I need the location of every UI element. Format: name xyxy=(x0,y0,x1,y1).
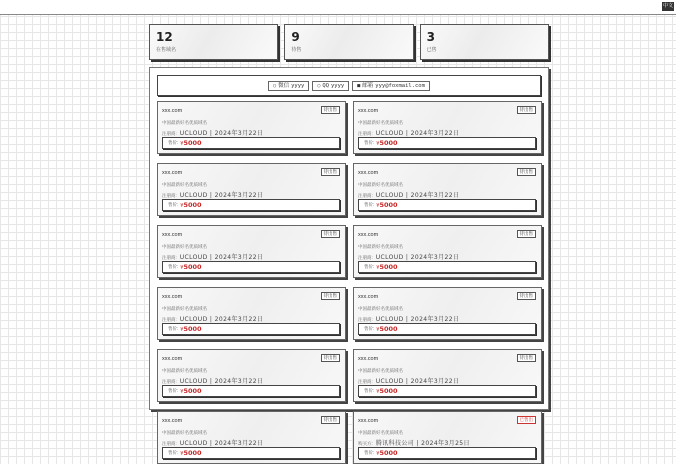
contact-bar xyxy=(157,75,541,96)
price-value xyxy=(376,325,397,333)
contact-qq-button[interactable] xyxy=(312,81,349,91)
domain-card[interactable] xyxy=(157,225,346,278)
price-box xyxy=(162,385,340,397)
stat-value: 9 xyxy=(291,30,300,44)
price-box xyxy=(162,261,340,273)
price-label: 售价: xyxy=(168,450,179,455)
mail-icon: ■ xyxy=(357,82,361,89)
domain-description: 中国最新好名优质域名 xyxy=(358,244,403,249)
domain-description: 中国最新好名优质域名 xyxy=(162,182,207,187)
domain-name: xxx.com xyxy=(358,356,379,362)
price-box xyxy=(162,447,340,459)
currency-symbol: ¥ xyxy=(376,327,380,333)
price-label: 售价: xyxy=(168,264,179,269)
domain-name: xxx.com xyxy=(162,232,183,238)
status-badge[interactable]: 待出售 xyxy=(517,292,537,300)
price-label: 售价: xyxy=(364,326,375,331)
status-badge[interactable]: 待出售 xyxy=(321,416,341,424)
domain-description: 中国最新好名优质域名 xyxy=(162,430,207,435)
meta-key: 注册商: xyxy=(162,131,177,136)
price-value xyxy=(180,325,201,333)
currency-symbol: ¥ xyxy=(376,389,380,395)
stat-value: 12 xyxy=(156,30,173,44)
meta-value: UCLOUD | 2024年3月22日 xyxy=(375,316,460,323)
price-box xyxy=(162,137,340,149)
price-value xyxy=(376,449,397,457)
domain-meta xyxy=(162,252,341,261)
stat-sold xyxy=(420,24,549,60)
meta-value: UCLOUD | 2024年3月22日 xyxy=(179,440,264,447)
meta-value: UCLOUD | 2024年3月22日 xyxy=(179,192,264,199)
price-amount: 5000 xyxy=(183,263,202,271)
price-box xyxy=(358,447,536,459)
status-badge[interactable]: 待出售 xyxy=(517,354,537,362)
price-value xyxy=(376,263,397,271)
domain-meta xyxy=(162,314,341,323)
price-label: 售价: xyxy=(364,202,375,207)
domain-name: xxx.com xyxy=(162,356,183,362)
currency-symbol: ¥ xyxy=(180,141,184,147)
domain-description: 中国最新好名优质域名 xyxy=(162,368,207,373)
meta-value: UCLOUD | 2024年3月22日 xyxy=(375,254,460,261)
meta-value: UCLOUD | 2024年3月22日 xyxy=(375,192,460,199)
status-badge[interactable]: 待出售 xyxy=(321,230,341,238)
domain-description: 中国最新好名优质域名 xyxy=(358,306,403,311)
domain-description: 中国最新好名优质域名 xyxy=(162,306,207,311)
stat-pending xyxy=(284,24,413,60)
meta-key: 注册商: xyxy=(358,379,373,384)
status-badge[interactable]: 已售出 xyxy=(517,416,537,424)
domain-name: xxx.com xyxy=(358,108,379,114)
price-value xyxy=(376,201,397,209)
price-amount: 5000 xyxy=(379,263,398,271)
currency-symbol: ¥ xyxy=(180,451,184,457)
currency-symbol: ¥ xyxy=(376,451,380,457)
domain-meta xyxy=(162,438,341,447)
currency-symbol: ¥ xyxy=(376,203,380,209)
domain-card[interactable] xyxy=(157,101,346,154)
domain-card[interactable] xyxy=(157,287,346,340)
status-badge[interactable]: 待出售 xyxy=(321,354,341,362)
domain-card[interactable] xyxy=(353,349,542,402)
price-amount: 5000 xyxy=(379,139,398,147)
domain-name: xxx.com xyxy=(162,294,183,300)
contact-label: 微信 xyxy=(278,82,290,89)
price-label: 售价: xyxy=(364,450,375,455)
status-badge[interactable]: 待出售 xyxy=(517,230,537,238)
domain-meta xyxy=(358,376,537,385)
meta-value: UCLOUD | 2024年3月22日 xyxy=(179,316,264,323)
meta-key: 注册商: xyxy=(162,255,177,260)
domain-card[interactable] xyxy=(353,101,542,154)
price-amount: 5000 xyxy=(379,201,398,209)
meta-value: UCLOUD | 2024年3月22日 xyxy=(375,130,460,137)
price-label: 售价: xyxy=(168,140,179,145)
domain-description: 中国最新好名优质域名 xyxy=(162,120,207,125)
domain-meta xyxy=(358,314,537,323)
domain-name: xxx.com xyxy=(358,294,379,300)
price-value xyxy=(180,387,201,395)
contact-wechat-button[interactable] xyxy=(268,81,309,91)
price-amount: 5000 xyxy=(379,325,398,333)
currency-symbol: ¥ xyxy=(376,141,380,147)
contact-label: QQ xyxy=(322,82,329,89)
domain-card[interactable] xyxy=(157,349,346,402)
domain-meta xyxy=(358,190,537,199)
domain-description: 中国最新好名优质域名 xyxy=(358,182,403,187)
price-box xyxy=(358,199,536,211)
contact-value: yyyy xyxy=(330,82,345,89)
price-value xyxy=(180,263,201,271)
domain-panel xyxy=(149,67,549,457)
price-amount: 5000 xyxy=(183,201,202,209)
price-box xyxy=(358,323,536,335)
domain-meta xyxy=(162,376,341,385)
currency-symbol: ¥ xyxy=(180,327,184,333)
domain-meta xyxy=(358,252,537,261)
contact-value: yyyy xyxy=(291,82,305,89)
price-value xyxy=(180,201,201,209)
price-label: 售价: xyxy=(364,264,375,269)
contact-email-button[interactable] xyxy=(352,81,430,91)
stat-label: 在售域名 xyxy=(156,47,177,53)
domain-name: xxx.com xyxy=(358,170,379,176)
status-badge[interactable]: 待出售 xyxy=(321,168,341,176)
domain-name: xxx.com xyxy=(162,108,183,114)
price-amount: 5000 xyxy=(183,387,202,395)
meta-key: 注册商: xyxy=(162,379,177,384)
meta-key: 注册商: xyxy=(162,317,177,322)
meta-value: 腾讯科技公司 | 2024年3月25日 xyxy=(375,440,470,447)
domain-name: xxx.com xyxy=(358,232,379,238)
price-box xyxy=(358,385,536,397)
domain-description: 中国最新好名优质域名 xyxy=(358,368,403,373)
stat-label: 已售 xyxy=(426,47,437,53)
domain-meta xyxy=(358,128,537,137)
domain-card[interactable] xyxy=(157,411,346,464)
price-box xyxy=(162,199,340,211)
domain-card[interactable] xyxy=(353,411,542,464)
domain-meta xyxy=(162,190,341,199)
domain-name: xxx.com xyxy=(162,170,183,176)
price-label: 售价: xyxy=(168,326,179,331)
price-amount: 5000 xyxy=(379,387,398,395)
meta-key: 购买方: xyxy=(358,441,373,446)
price-label: 售价: xyxy=(168,388,179,393)
meta-key: 注册商: xyxy=(358,255,373,260)
domain-meta xyxy=(358,438,537,447)
price-box xyxy=(358,261,536,273)
meta-key: 注册商: xyxy=(162,193,177,198)
currency-symbol: ¥ xyxy=(180,203,184,209)
price-box xyxy=(162,323,340,335)
qq-icon: ○ xyxy=(317,82,321,89)
currency-symbol: ¥ xyxy=(376,265,380,271)
price-amount: 5000 xyxy=(183,139,202,147)
domain-description: 中国最新好名优质域名 xyxy=(162,244,207,249)
domain-card[interactable] xyxy=(353,163,542,216)
price-amount: 5000 xyxy=(183,449,202,457)
stat-on-sale xyxy=(149,24,278,60)
status-badge[interactable]: 待出售 xyxy=(517,168,537,176)
domain-name: xxx.com xyxy=(162,418,183,424)
top-bar xyxy=(0,0,676,15)
stat-label: 待售 xyxy=(291,47,302,53)
language-button[interactable]: 中文 xyxy=(662,3,673,9)
status-badge[interactable]: 待出售 xyxy=(321,106,341,114)
wechat-icon: ○ xyxy=(273,82,277,89)
currency-symbol: ¥ xyxy=(180,265,184,271)
price-amount: 5000 xyxy=(379,449,398,457)
stat-value: 3 xyxy=(426,30,436,44)
price-value xyxy=(180,139,201,147)
meta-key: 注册商: xyxy=(358,193,373,198)
domain-card[interactable] xyxy=(353,225,542,278)
status-badge[interactable]: 待出售 xyxy=(517,106,537,114)
domain-name: xxx.com xyxy=(358,418,379,424)
domain-description: 中国最新好名优质域名 xyxy=(358,120,403,125)
domain-description: 中国最新好名优质域名 xyxy=(358,430,403,435)
domain-meta xyxy=(162,128,341,137)
meta-key: 注册商: xyxy=(358,317,373,322)
meta-value: UCLOUD | 2024年3月22日 xyxy=(179,254,264,261)
price-value xyxy=(180,449,201,457)
domain-card-grid xyxy=(157,101,542,464)
stats-row xyxy=(149,24,549,60)
contact-label: 邮箱 xyxy=(362,82,374,89)
status-badge[interactable]: 待出售 xyxy=(321,292,341,300)
price-label: 售价: xyxy=(168,202,179,207)
meta-key: 注册商: xyxy=(358,131,373,136)
domain-card[interactable] xyxy=(353,287,542,340)
meta-value: UCLOUD | 2024年3月22日 xyxy=(375,378,460,385)
meta-key: 注册商: xyxy=(162,441,177,446)
currency-symbol: ¥ xyxy=(180,389,184,395)
domain-card[interactable] xyxy=(157,163,346,216)
contact-value: yyy@foxmail.com xyxy=(375,82,425,89)
price-label: 售价: xyxy=(364,140,375,145)
price-amount: 5000 xyxy=(183,325,202,333)
price-value xyxy=(376,139,397,147)
price-box xyxy=(358,137,536,149)
price-value xyxy=(376,387,397,395)
meta-value: UCLOUD | 2024年3月22日 xyxy=(179,378,264,385)
meta-value: UCLOUD | 2024年3月22日 xyxy=(179,130,264,137)
price-label: 售价: xyxy=(364,388,375,393)
